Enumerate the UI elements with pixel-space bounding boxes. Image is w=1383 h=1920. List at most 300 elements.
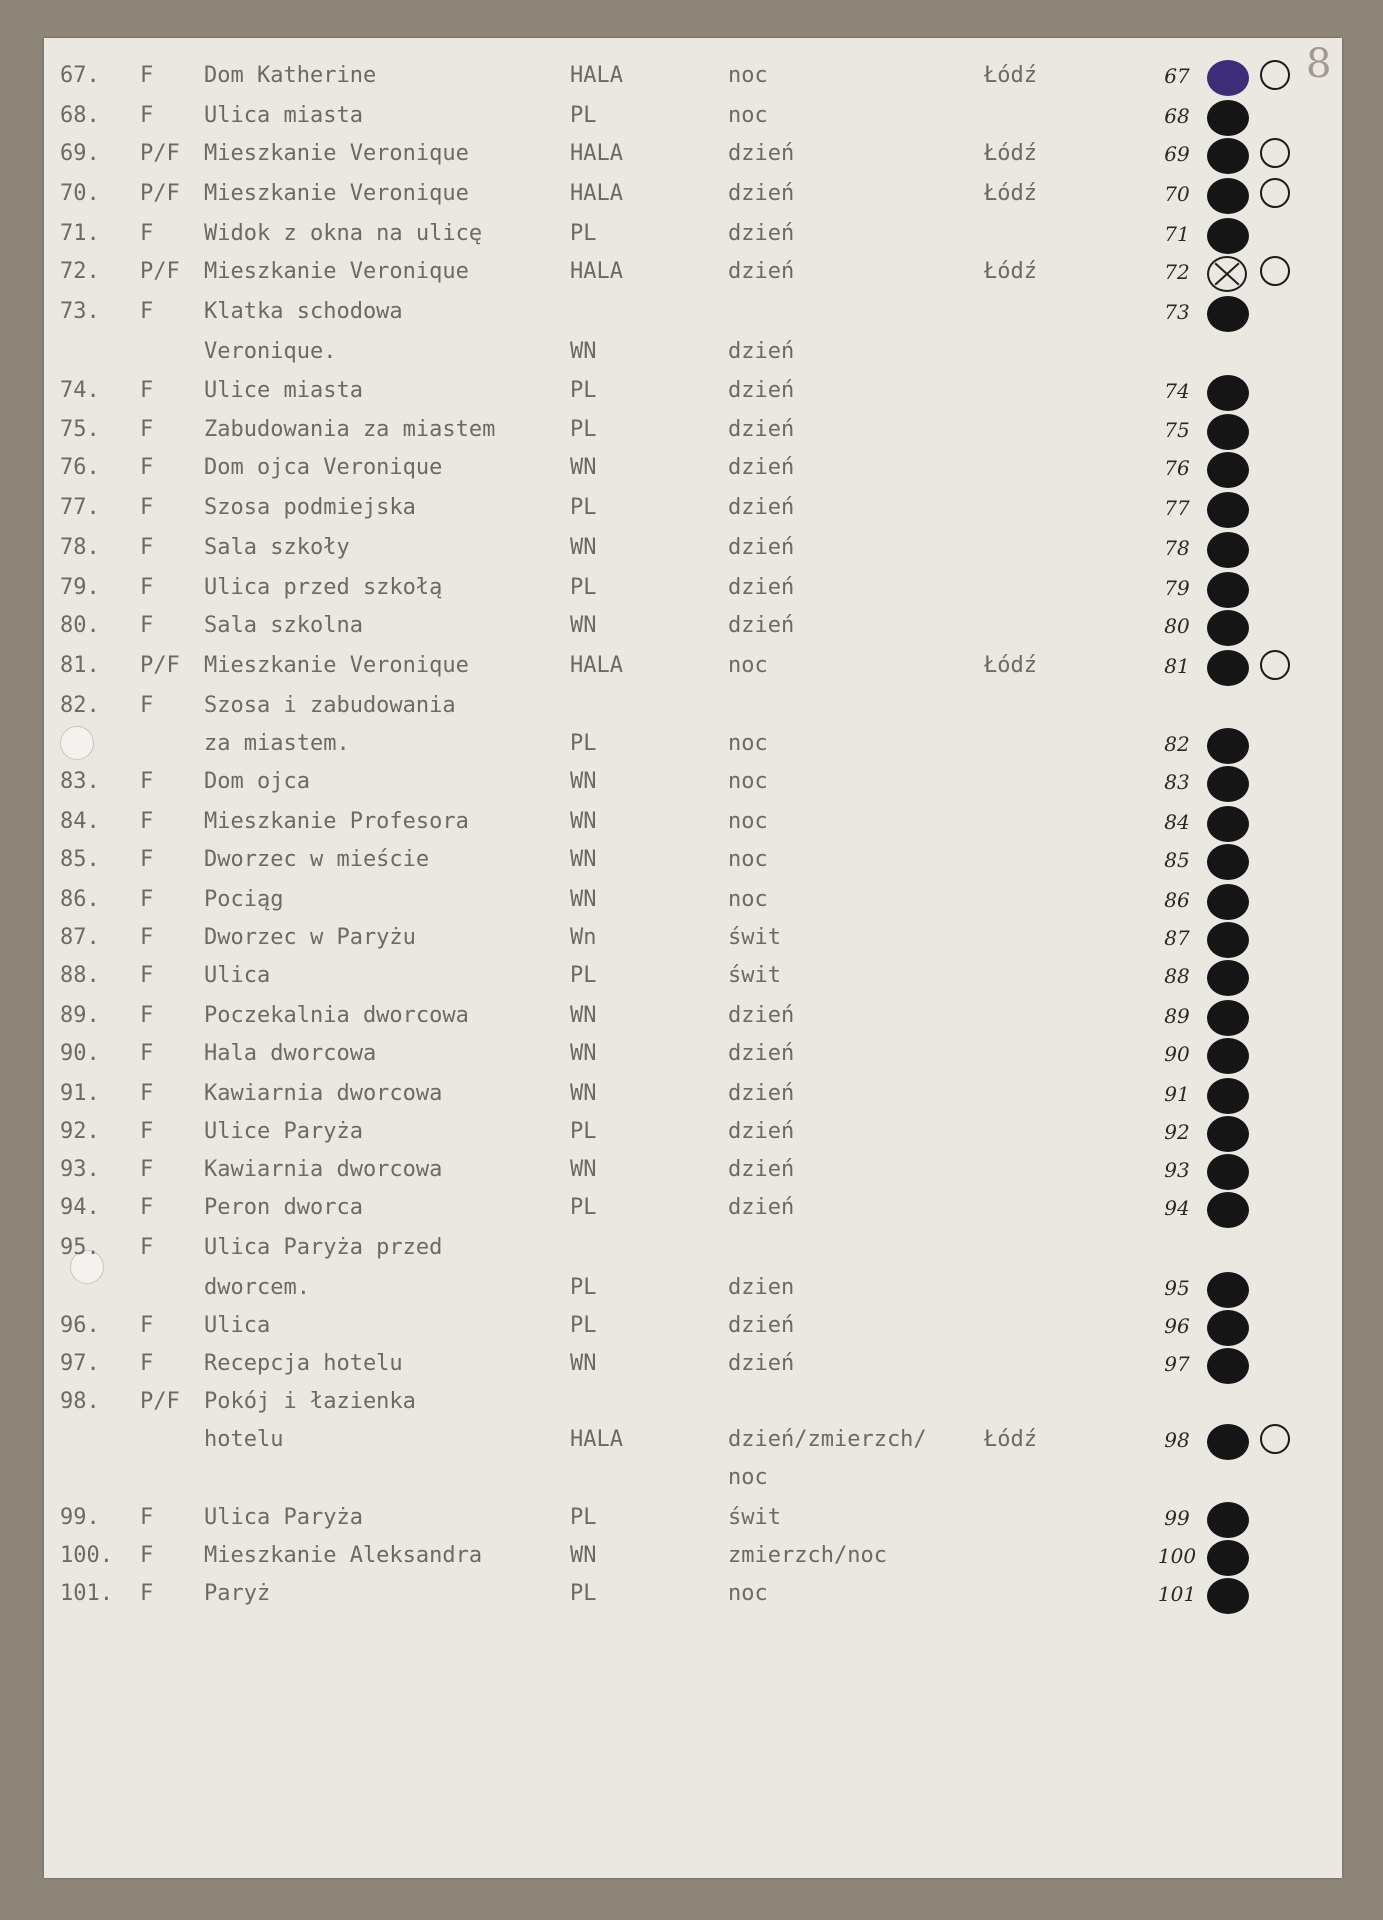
scene-type: F	[140, 1003, 154, 1028]
handwritten-number: 78	[1164, 536, 1190, 560]
scene-time-of-day: dzień	[728, 1041, 795, 1066]
scene-location: Kawiarnia dworcowa	[204, 1081, 443, 1106]
scene-setting: PL	[570, 1119, 597, 1144]
scene-type: F	[140, 575, 154, 600]
scene-number: 82.	[60, 693, 100, 718]
scene-type: F	[140, 1581, 154, 1606]
empty-circle-mark	[1260, 1424, 1290, 1454]
scene-setting: WN	[570, 809, 597, 834]
scene-number: 99.	[60, 1505, 100, 1530]
handwritten-number: 69	[1164, 142, 1190, 166]
scene-location: Mieszkanie Aleksandra	[204, 1543, 483, 1568]
scene-setting: PL	[570, 731, 597, 756]
scene-row	[44, 572, 1342, 604]
scene-location: Pokój i łazienka	[204, 1389, 416, 1414]
handwritten-number: 90	[1164, 1042, 1190, 1066]
filled-dot-mark	[1207, 1116, 1249, 1152]
scene-type: F	[140, 847, 154, 872]
scene-setting: PL	[570, 1581, 597, 1606]
handwritten-number: 75	[1164, 418, 1190, 442]
scene-location: Szosa i zabudowania	[204, 693, 456, 718]
scene-number: 97.	[60, 1351, 100, 1376]
scene-row	[44, 492, 1342, 524]
scene-location: Mieszkanie Veronique	[204, 181, 469, 206]
scene-setting: WN	[570, 1157, 597, 1182]
scene-row	[44, 884, 1342, 916]
scene-type: P/F	[140, 181, 180, 206]
scene-location: Pociąg	[204, 887, 284, 912]
scene-time-of-day: dzien	[728, 1275, 795, 1300]
scene-time-of-day: świt	[728, 925, 781, 950]
handwritten-number: 94	[1164, 1196, 1190, 1220]
scene-type: F	[140, 769, 154, 794]
scene-location: Ulica Paryża przed	[204, 1235, 443, 1260]
handwritten-number: 83	[1164, 770, 1190, 794]
scene-type: F	[140, 221, 154, 246]
scene-city: Łódź	[984, 259, 1037, 284]
scene-setting: PL	[570, 221, 597, 246]
handwritten-number: 70	[1164, 182, 1190, 206]
scene-row	[44, 414, 1342, 446]
scene-row	[44, 922, 1342, 954]
scene-setting: HALA	[570, 1427, 623, 1452]
scene-number: 91.	[60, 1081, 100, 1106]
scene-row	[44, 1386, 1342, 1418]
scene-time-of-day: zmierzch/noc	[728, 1543, 887, 1568]
scene-row	[44, 60, 1342, 92]
scene-row	[44, 1348, 1342, 1380]
scene-row	[44, 218, 1342, 250]
scene-time-of-day: noc	[728, 847, 768, 872]
scene-row	[44, 1272, 1342, 1304]
scene-location: Kawiarnia dworcowa	[204, 1157, 443, 1182]
handwritten-number: 82	[1164, 732, 1190, 756]
handwritten-number: 81	[1164, 654, 1190, 678]
scene-time-of-day: dzień	[728, 417, 795, 442]
scene-time-of-day: dzień	[728, 1003, 795, 1028]
scene-type: F	[140, 963, 154, 988]
scene-row	[44, 1424, 1342, 1456]
scene-time-of-day: dzień	[728, 141, 795, 166]
scene-location: Szosa podmiejska	[204, 495, 416, 520]
filled-dot-mark	[1207, 728, 1249, 764]
scene-setting: WN	[570, 535, 597, 560]
scene-number: 96.	[60, 1313, 100, 1338]
scene-type: F	[140, 809, 154, 834]
scene-row	[44, 1310, 1342, 1342]
scene-number: 89.	[60, 1003, 100, 1028]
scene-type: F	[140, 925, 154, 950]
scene-row	[44, 610, 1342, 642]
scene-type: F	[140, 1119, 154, 1144]
scene-number: 73.	[60, 299, 100, 324]
scene-location: Mieszkanie Veronique	[204, 653, 469, 678]
filled-dot-mark	[1207, 138, 1249, 174]
handwritten-number: 96	[1164, 1314, 1190, 1338]
scene-city: Łódź	[984, 181, 1037, 206]
scene-number: 74.	[60, 378, 100, 403]
scene-time-of-day: dzień	[728, 455, 795, 480]
scene-setting: PL	[570, 1275, 597, 1300]
empty-circle-mark	[1260, 178, 1290, 208]
page-mark: 8	[1306, 41, 1332, 87]
scene-number: 94.	[60, 1195, 100, 1220]
filled-dot-mark	[1207, 1272, 1249, 1308]
scene-time-of-day: dzień	[728, 613, 795, 638]
scene-number: 87.	[60, 925, 100, 950]
scene-row	[44, 766, 1342, 798]
empty-circle-mark	[1260, 138, 1290, 168]
scene-type: F	[140, 63, 154, 88]
scene-time-of-day: dzień	[728, 378, 795, 403]
filled-dot-mark	[1207, 100, 1249, 136]
handwritten-number: 89	[1164, 1004, 1190, 1028]
scene-type: P/F	[140, 141, 180, 166]
scene-location: Mieszkanie Veronique	[204, 141, 469, 166]
scene-time-of-day: dzień	[728, 259, 795, 284]
scene-location: Veronique.	[204, 339, 337, 364]
scene-setting: PL	[570, 1195, 597, 1220]
scene-time-of-day: dzień	[728, 495, 795, 520]
scene-type: F	[140, 1157, 154, 1182]
scene-setting: WN	[570, 1351, 597, 1376]
scene-city: Łódź	[984, 63, 1037, 88]
scene-type: P/F	[140, 1389, 180, 1414]
scene-time-of-day: dzień	[728, 181, 795, 206]
filled-dot-mark	[1207, 960, 1249, 996]
scene-row	[44, 1078, 1342, 1110]
scene-type: F	[140, 1313, 154, 1338]
scene-type: F	[140, 417, 154, 442]
scene-time-of-day: noc	[728, 731, 768, 756]
scene-setting: WN	[570, 847, 597, 872]
handwritten-number: 95	[1164, 1276, 1190, 1300]
scene-number: 80.	[60, 613, 100, 638]
scene-type: F	[140, 103, 154, 128]
scene-setting: PL	[570, 495, 597, 520]
scene-location: Mieszkanie Veronique	[204, 259, 469, 284]
scene-location: Ulica	[204, 1313, 271, 1338]
filled-dot-mark	[1207, 452, 1249, 488]
scene-location: Sala szkolna	[204, 613, 363, 638]
scene-setting: WN	[570, 769, 597, 794]
empty-circle-mark	[1260, 256, 1290, 286]
handwritten-number: 68	[1164, 104, 1190, 128]
empty-circle-mark	[1260, 60, 1290, 90]
empty-circle-mark	[1260, 650, 1290, 680]
scene-location: Sala szkoły	[204, 535, 350, 560]
scene-row	[44, 1038, 1342, 1070]
scene-row	[44, 336, 1342, 368]
handwritten-number: 97	[1164, 1352, 1190, 1376]
scene-setting: PL	[570, 1313, 597, 1338]
scene-number: 84.	[60, 809, 100, 834]
filled-dot-mark	[1207, 1078, 1249, 1114]
scene-location: Mieszkanie Profesora	[204, 809, 469, 834]
scene-type: F	[140, 1041, 154, 1066]
filled-dot-mark	[1207, 1348, 1249, 1384]
filled-dot-mark	[1207, 650, 1249, 686]
scene-location: hotelu	[204, 1427, 284, 1452]
scene-row	[44, 452, 1342, 484]
scene-type: P/F	[140, 653, 180, 678]
filled-dot-mark	[1207, 414, 1249, 450]
scene-number: 76.	[60, 455, 100, 480]
filled-dot-mark	[1207, 60, 1249, 96]
scene-location: Poczekalnia dworcowa	[204, 1003, 469, 1028]
scene-row	[44, 256, 1342, 288]
scene-setting: Wn	[570, 925, 597, 950]
scene-setting: WN	[570, 1003, 597, 1028]
scene-setting: HALA	[570, 63, 623, 88]
scene-type: F	[140, 1081, 154, 1106]
handwritten-number: 73	[1164, 300, 1190, 324]
scene-setting: HALA	[570, 653, 623, 678]
scene-setting: HALA	[570, 181, 623, 206]
scene-location: za miastem.	[204, 731, 350, 756]
handwritten-number: 74	[1164, 379, 1190, 403]
scene-location: Dom ojca Veronique	[204, 455, 443, 480]
scene-type: F	[140, 1235, 154, 1260]
scene-number: 86.	[60, 887, 100, 912]
scene-number: 69.	[60, 141, 100, 166]
filled-dot-mark	[1207, 492, 1249, 528]
scene-location: Ulica przed szkołą	[204, 575, 443, 600]
handwritten-number: 87	[1164, 926, 1190, 950]
handwritten-number: 84	[1164, 810, 1190, 834]
scene-time-of-day: dzień	[728, 1351, 795, 1376]
filled-dot-mark	[1207, 375, 1249, 411]
scene-setting: HALA	[570, 141, 623, 166]
scene-number: 85.	[60, 847, 100, 872]
filled-dot-mark	[1207, 1192, 1249, 1228]
scene-setting: WN	[570, 613, 597, 638]
scene-number: 98.	[60, 1389, 100, 1414]
scene-time-of-day: dzień	[728, 339, 795, 364]
scene-row	[44, 1154, 1342, 1186]
scene-location: Klatka schodowa	[204, 299, 403, 324]
filled-dot-mark	[1207, 884, 1249, 920]
filled-dot-mark	[1207, 766, 1249, 802]
scene-number: 78.	[60, 535, 100, 560]
filled-dot-mark	[1207, 218, 1249, 254]
scene-time-of-day: dzień	[728, 1313, 795, 1338]
scene-row	[44, 178, 1342, 210]
filled-dot-mark	[1207, 532, 1249, 568]
scene-number: 72.	[60, 259, 100, 284]
scene-type: F	[140, 455, 154, 480]
scene-location: Ulica Paryża	[204, 1505, 363, 1530]
scene-row	[44, 728, 1342, 760]
handwritten-number: 80	[1164, 614, 1190, 638]
filled-dot-mark	[1207, 1038, 1249, 1074]
filled-dot-mark	[1207, 1502, 1249, 1538]
filled-dot-mark	[1207, 1310, 1249, 1346]
scene-time-of-day: dzień	[728, 535, 795, 560]
scene-row	[44, 1232, 1342, 1264]
scene-location: Zabudowania za miastem	[204, 417, 496, 442]
scene-type: F	[140, 1543, 154, 1568]
scene-row	[44, 296, 1342, 328]
crossed-circle-mark	[1207, 256, 1247, 292]
scene-type: F	[140, 495, 154, 520]
scene-type: F	[140, 378, 154, 403]
filled-dot-mark	[1207, 178, 1249, 214]
scene-time-of-day: noc	[728, 769, 768, 794]
scene-time-of-day: noc	[728, 103, 768, 128]
scene-row	[44, 1462, 1342, 1494]
filled-dot-mark	[1207, 844, 1249, 880]
handwritten-number: 92	[1164, 1120, 1190, 1144]
scene-location: Dom Katherine	[204, 63, 377, 88]
scene-setting: WN	[570, 455, 597, 480]
scene-row	[44, 138, 1342, 170]
scene-row	[44, 650, 1342, 682]
scene-location: Ulice Paryża	[204, 1119, 363, 1144]
scene-number: 92.	[60, 1119, 100, 1144]
handwritten-number: 91	[1164, 1082, 1190, 1106]
scene-time-of-day: dzień	[728, 1157, 795, 1182]
handwritten-number: 71	[1164, 222, 1190, 246]
scene-time-of-day: dzień	[728, 1195, 795, 1220]
scene-type: F	[140, 535, 154, 560]
scene-number: 79.	[60, 575, 100, 600]
scene-row	[44, 532, 1342, 564]
scene-setting: PL	[570, 575, 597, 600]
scene-time-of-day: dzień	[728, 221, 795, 246]
handwritten-number: 67	[1164, 64, 1190, 88]
scene-city: Łódź	[984, 1427, 1037, 1452]
filled-dot-mark	[1207, 922, 1249, 958]
scene-number: 77.	[60, 495, 100, 520]
scene-number: 93.	[60, 1157, 100, 1182]
scene-time-of-day: świt	[728, 963, 781, 988]
handwritten-number: 93	[1164, 1158, 1190, 1182]
scene-setting: WN	[570, 1543, 597, 1568]
scene-row	[44, 690, 1342, 722]
scene-type: F	[140, 887, 154, 912]
scene-number: 95.	[60, 1235, 100, 1260]
scene-number: 88.	[60, 963, 100, 988]
scene-time-of-day: noc	[728, 809, 768, 834]
scene-location: Recepcja hotelu	[204, 1351, 403, 1376]
scene-type: P/F	[140, 259, 180, 284]
scene-type: F	[140, 613, 154, 638]
scene-type: F	[140, 1505, 154, 1530]
scene-number: 68.	[60, 103, 100, 128]
scene-row	[44, 375, 1342, 407]
scene-number: 90.	[60, 1041, 100, 1066]
scene-time-of-day: świt	[728, 1505, 781, 1530]
scene-time-of-day: noc	[728, 63, 768, 88]
scene-location: Ulica	[204, 963, 271, 988]
scene-row	[44, 1502, 1342, 1534]
scene-type: F	[140, 693, 154, 718]
scene-setting: WN	[570, 1041, 597, 1066]
scene-setting: PL	[570, 963, 597, 988]
scene-number: 101.	[60, 1581, 113, 1606]
handwritten-number: 99	[1164, 1506, 1190, 1530]
scene-number: 75.	[60, 417, 100, 442]
scene-number: 67.	[60, 63, 100, 88]
handwritten-number: 77	[1164, 496, 1190, 520]
scene-location: Dom ojca	[204, 769, 310, 794]
scene-setting: WN	[570, 1081, 597, 1106]
scene-number: 70.	[60, 181, 100, 206]
scene-location: Hala dworcowa	[204, 1041, 377, 1066]
scene-setting: PL	[570, 1505, 597, 1530]
scene-row	[44, 960, 1342, 992]
filled-dot-mark	[1207, 296, 1249, 332]
handwritten-number: 98	[1164, 1428, 1190, 1452]
scene-number: 100.	[60, 1543, 113, 1568]
scene-type: F	[140, 299, 154, 324]
handwritten-number: 85	[1164, 848, 1190, 872]
scene-row	[44, 844, 1342, 876]
scene-type: F	[140, 1195, 154, 1220]
scene-setting: WN	[570, 339, 597, 364]
filled-dot-mark	[1207, 1154, 1249, 1190]
scene-time-of-day: noc	[728, 1465, 768, 1490]
handwritten-number: 88	[1164, 964, 1190, 988]
document-sheet	[44, 38, 1342, 1878]
scene-time-of-day: noc	[728, 887, 768, 912]
handwritten-number: 76	[1164, 456, 1190, 480]
scene-row	[44, 1116, 1342, 1148]
filled-dot-mark	[1207, 1578, 1249, 1614]
scene-setting: PL	[570, 103, 597, 128]
scene-type: F	[140, 1351, 154, 1376]
scene-location: Dworzec w mieście	[204, 847, 430, 872]
scene-time-of-day: dzień	[728, 1081, 795, 1106]
scene-time-of-day: dzień	[728, 1119, 795, 1144]
handwritten-number: 100	[1157, 1544, 1197, 1568]
scene-setting: HALA	[570, 259, 623, 284]
scene-row	[44, 1000, 1342, 1032]
scene-location: Peron dworca	[204, 1195, 363, 1220]
scene-location: Widok z okna na ulicę	[204, 221, 483, 246]
filled-dot-mark	[1207, 1424, 1249, 1460]
scene-row	[44, 1540, 1342, 1572]
scene-location: Dworzec w Paryżu	[204, 925, 416, 950]
scene-city: Łódź	[984, 653, 1037, 678]
scene-location: Ulica miasta	[204, 103, 363, 128]
scene-location: Paryż	[204, 1581, 271, 1606]
filled-dot-mark	[1207, 572, 1249, 608]
filled-dot-mark	[1207, 806, 1249, 842]
scene-number: 81.	[60, 653, 100, 678]
handwritten-number: 79	[1164, 576, 1190, 600]
scene-row	[44, 806, 1342, 838]
handwritten-number: 86	[1164, 888, 1190, 912]
scene-row	[44, 1578, 1342, 1610]
filled-dot-mark	[1207, 610, 1249, 646]
scene-time-of-day: dzień/zmierzch/	[728, 1427, 927, 1452]
scene-location: Ulice miasta	[204, 378, 363, 403]
scene-city: Łódź	[984, 141, 1037, 166]
scene-number: 83.	[60, 769, 100, 794]
filled-dot-mark	[1207, 1540, 1249, 1576]
scene-time-of-day: dzień	[728, 575, 795, 600]
scene-setting: PL	[570, 417, 597, 442]
scene-number: 71.	[60, 221, 100, 246]
scene-time-of-day: noc	[728, 653, 768, 678]
scene-setting: WN	[570, 887, 597, 912]
filled-dot-mark	[1207, 1000, 1249, 1036]
scene-location: dworcem.	[204, 1275, 310, 1300]
scene-time-of-day: noc	[728, 1581, 768, 1606]
handwritten-number: 101	[1157, 1582, 1197, 1606]
